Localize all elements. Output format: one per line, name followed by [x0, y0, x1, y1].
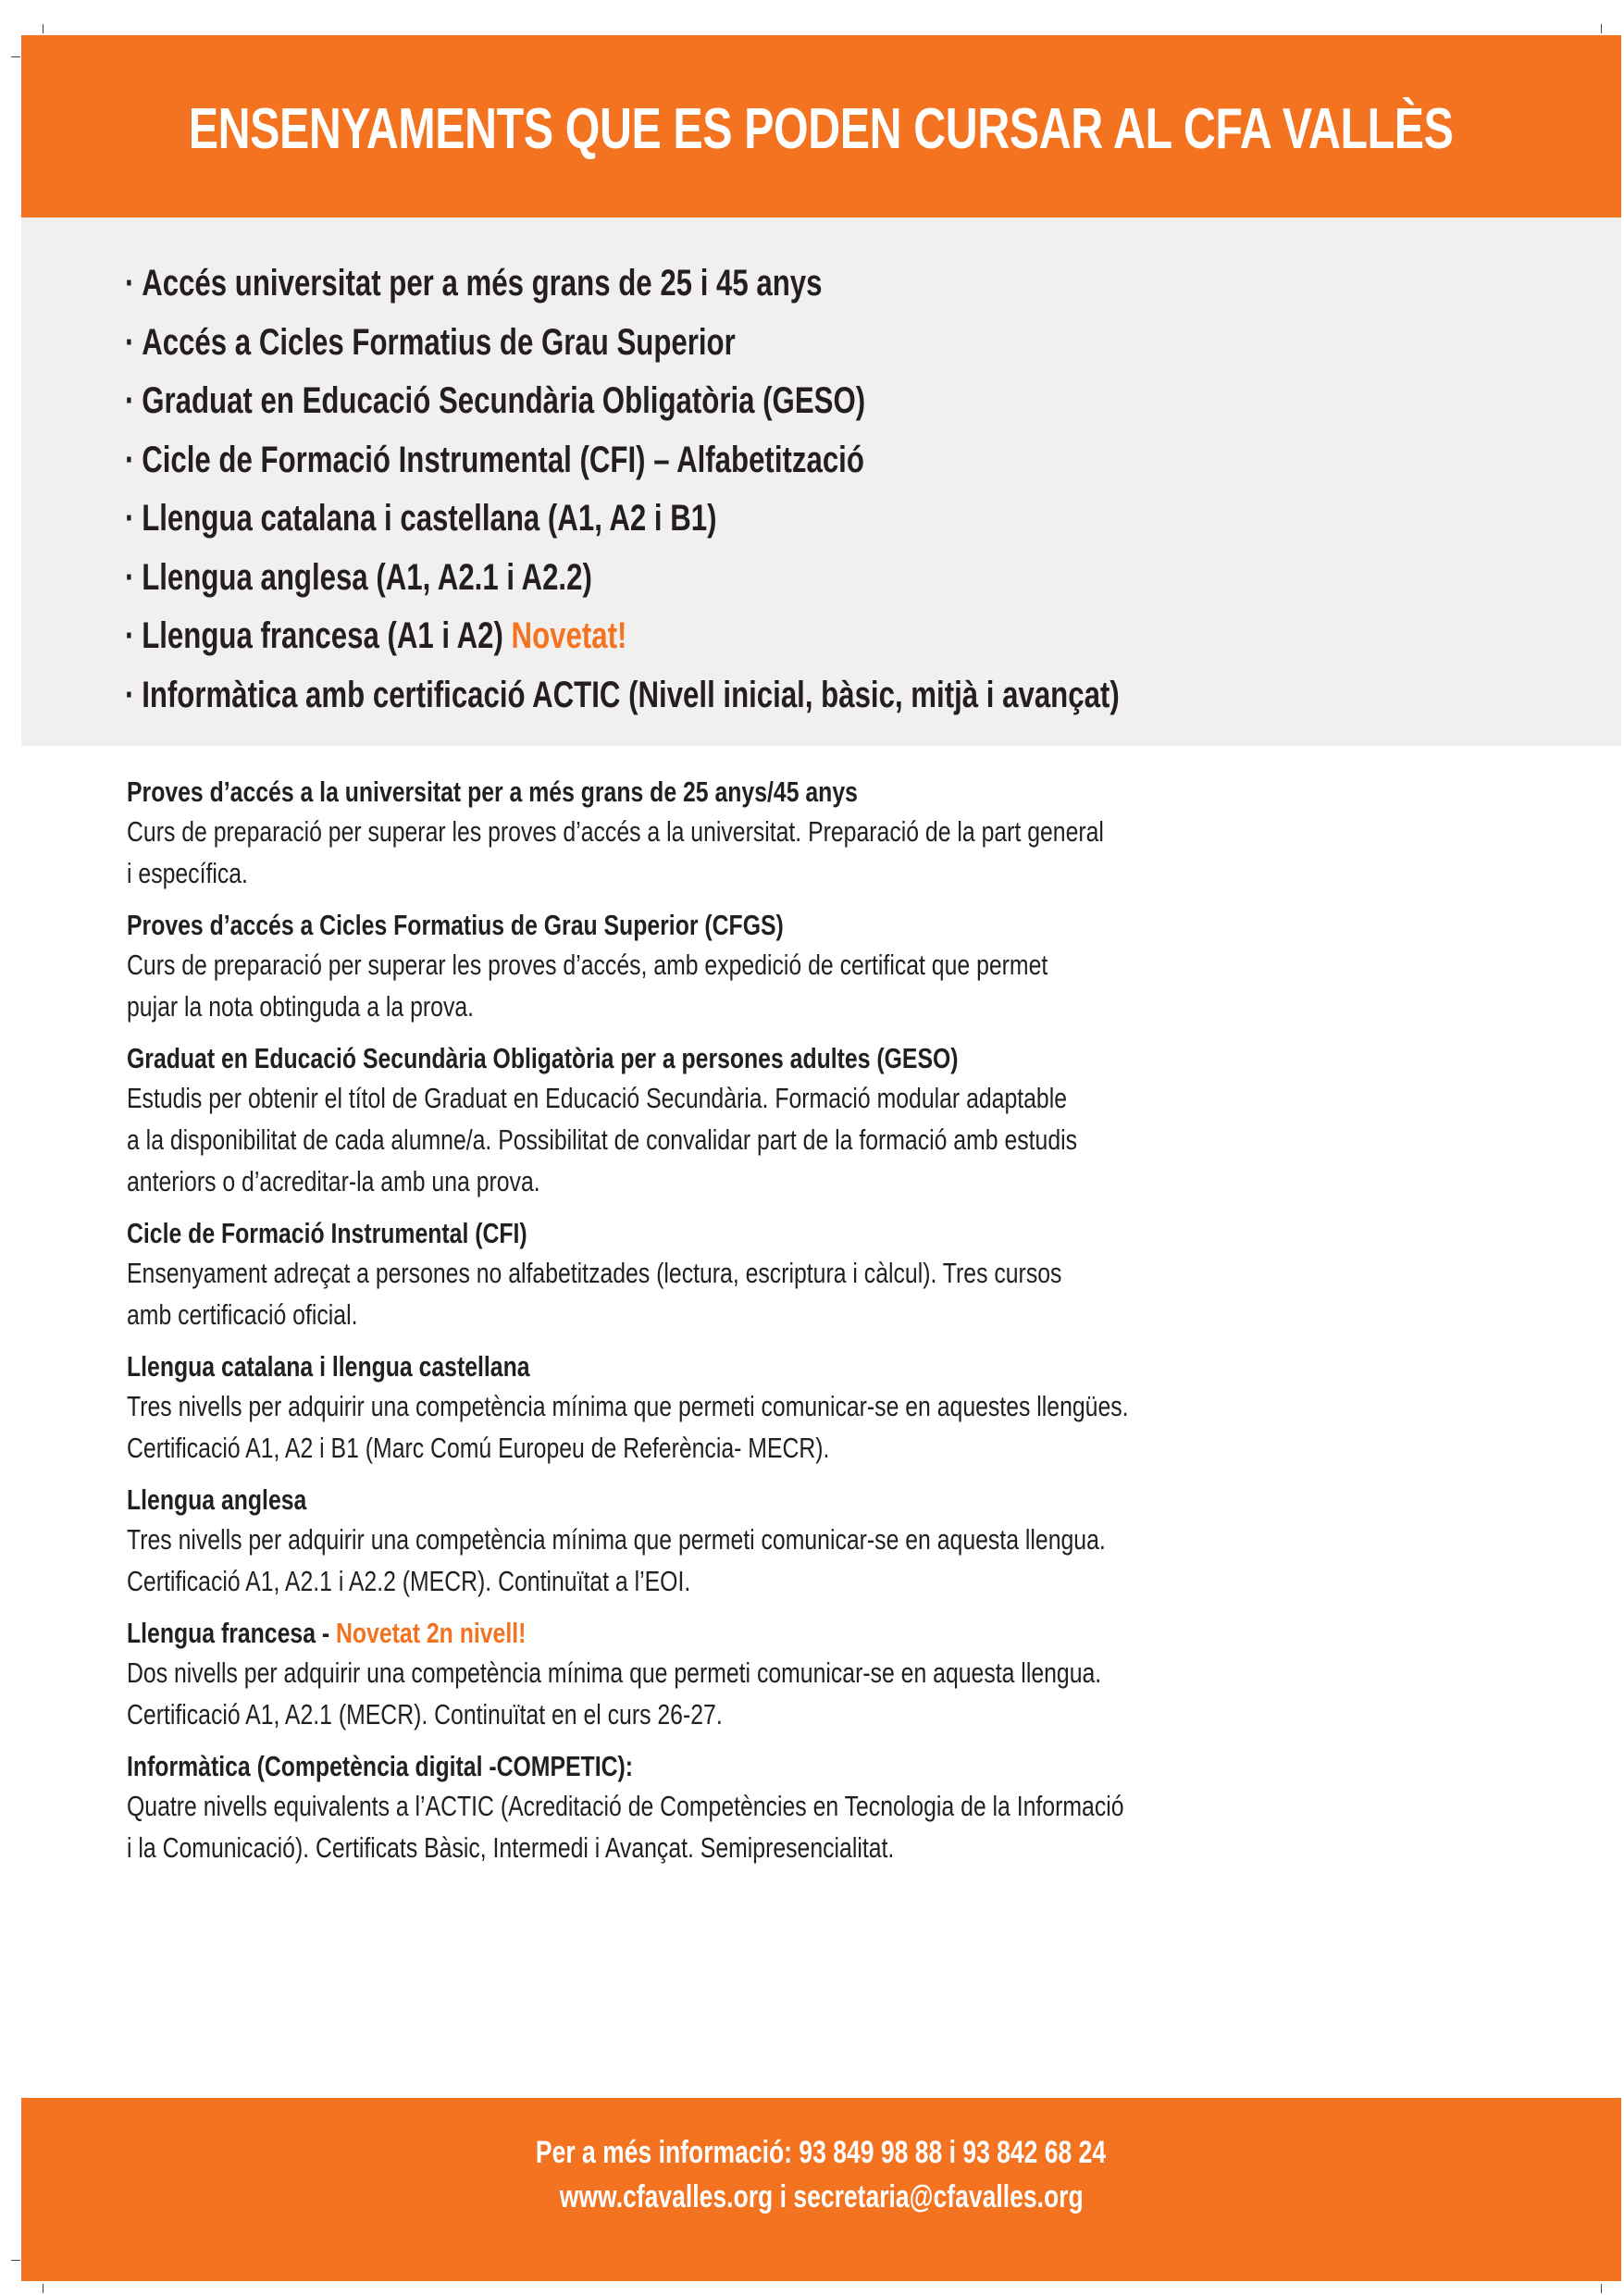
bullet-icon: ·	[125, 556, 135, 598]
section-title	[127, 1040, 1237, 1077]
crop-mark-left-bottom	[11, 2260, 20, 2261]
section-geso	[127, 1040, 1515, 1202]
page-title: ENSENYAMENTS QUE ES PODEN CURSAR AL CFA VALLÈS	[189, 97, 1454, 161]
section-catalan-spanish	[127, 1348, 1515, 1469]
description-line: Certificació A1, A2.1 (MECR). Continuïtat en el curs 26-27.	[127, 1698, 723, 1731]
description-line: Curs de preparació per superar les proves d’accés a la universitat. Preparació de la part general	[127, 815, 1104, 848]
crop-mark-bottom-right	[1601, 2284, 1602, 2293]
list-item	[125, 431, 1120, 490]
description-line: i específica.	[127, 857, 248, 889]
section-description	[127, 1252, 1515, 1335]
section-cfi	[127, 1215, 1515, 1335]
list-item	[125, 372, 1120, 431]
description-line: Dos nivells per adquirir una competència mínima que permeti comunicar-se en aquesta llengua.	[127, 1656, 1102, 1689]
bullet-icon: ·	[125, 674, 135, 715]
list-item-text: Graduat en Educació Secundària Obligatòria (GESO)	[142, 380, 866, 421]
section-title-text: Llengua catalana i llengua castellana	[127, 1350, 530, 1383]
list-item	[125, 607, 1120, 666]
section-title	[127, 1482, 1237, 1519]
description-line: a la disponibilitat de cada alumne/a. Possibilitat de convalidar part de la formació amb estudis	[127, 1123, 1078, 1156]
description-line: Estudis per obtenir el títol de Graduat en Educació Secundària. Formació modular adaptable	[127, 1082, 1068, 1114]
section-french	[127, 1615, 1515, 1735]
list-item	[125, 666, 1120, 726]
section-english	[127, 1482, 1515, 1602]
description-line: Quatre nivells equivalents a l’ACTIC (Acreditació de Competències en Tecnologia de la Informació	[127, 1790, 1124, 1822]
section-title	[127, 1348, 1237, 1385]
description-line: Tres nivells per adquirir una competència mínima que permeti comunicar-se en aquestes llengües.	[127, 1390, 1129, 1422]
section-description	[127, 1652, 1515, 1735]
bullet-icon: ·	[125, 498, 135, 539]
bullet-icon: ·	[125, 263, 135, 304]
section-description	[127, 944, 1515, 1027]
section-title-text: Llengua anglesa	[127, 1483, 307, 1516]
list-item-text: Llengua anglesa (A1, A2.1 i A2.2)	[142, 556, 592, 598]
list-item-text: Cicle de Formació Instrumental (CFI) – Alfabetització	[142, 439, 864, 480]
contact-web-email: www.cfavalles.org i secretaria@cfavalles.org	[559, 2179, 1084, 2214]
list-item	[125, 549, 1120, 608]
contact-phones: Per a més informació: 93 849 98 88 i 93 842 68 24	[536, 2135, 1107, 2170]
section-title	[127, 907, 1237, 944]
section-title-text: Llengua francesa -	[127, 1617, 337, 1649]
list-item-text: Accés universitat per a més grans de 25 i 45 anys	[142, 263, 823, 304]
section-title-text: Proves d’accés a la universitat per a més grans de 25 anys/45 anys	[127, 775, 858, 808]
description-line: Curs de preparació per superar les proves d’accés, amb expedició de certificat que permet	[127, 949, 1048, 981]
description-line: anteriors o d’acreditar-la amb una prova.	[127, 1165, 540, 1197]
bullet-icon: ·	[125, 615, 135, 656]
contact-footer	[21, 2098, 1621, 2281]
description-line: Certificació A1, A2.1 i A2.2 (MECR). Continuïtat a l’EOI.	[127, 1565, 691, 1597]
section-description	[127, 1519, 1515, 1602]
description-line: amb certificació oficial.	[127, 1298, 358, 1331]
section-cfgs-access	[127, 907, 1515, 1027]
courses-summary	[21, 217, 1621, 746]
section-title-text: Informàtica (Competència digital -COMPETIC):	[127, 1750, 634, 1782]
description-line: pujar la nota obtinguda a la prova.	[127, 990, 475, 1023]
list-item-text: Llengua francesa (A1 i A2)	[142, 615, 512, 656]
section-title-text: Graduat en Educació Secundària Obligatòria per a persones adultes (GESO)	[127, 1042, 959, 1074]
section-title	[127, 1615, 1237, 1652]
bullet-icon: ·	[125, 321, 135, 363]
description-line: i la Comunicació). Certificats Bàsic, Intermedi i Avançat. Semipresencialitat.	[127, 1831, 895, 1864]
section-title-text: Proves d’accés a Cicles Formatius de Grau Superior (CFGS)	[127, 909, 784, 941]
list-item	[125, 314, 1120, 373]
new-level-badge: Novetat 2n nivell!	[336, 1617, 527, 1649]
section-description	[127, 1385, 1515, 1469]
section-it-competic	[127, 1748, 1515, 1868]
section-title	[127, 774, 1237, 811]
section-title-text: Cicle de Formació Instrumental (CFI)	[127, 1217, 527, 1249]
bullet-icon: ·	[125, 439, 135, 480]
new-badge: Novetat!	[511, 615, 627, 656]
list-item	[125, 490, 1120, 549]
description-line: Ensenyament adreçat a persones no alfabetitzades (lectura, escriptura i càlcul). Tres cursos	[127, 1257, 1062, 1289]
description-line: Tres nivells per adquirir una competència mínima que permeti comunicar-se en aquesta llengua.	[127, 1523, 1106, 1556]
crop-mark-left-top	[11, 56, 20, 57]
section-description	[127, 1077, 1515, 1202]
section-description	[127, 1785, 1515, 1868]
section-title	[127, 1215, 1237, 1252]
course-details	[127, 774, 1515, 1868]
crop-mark-top-right	[1601, 24, 1602, 33]
header-banner	[21, 35, 1621, 217]
courses-list	[125, 254, 1400, 725]
section-university-access	[127, 774, 1515, 894]
bullet-icon: ·	[125, 380, 135, 421]
section-title	[127, 1748, 1237, 1785]
list-item-text: Accés a Cicles Formatius de Grau Superior	[142, 321, 736, 363]
list-item-text: Llengua catalana i castellana (A1, A2 i B1)	[142, 498, 717, 539]
list-item	[125, 254, 1120, 314]
list-item-text: Informàtica amb certificació ACTIC (Nivell inicial, bàsic, mitjà i avançat)	[142, 674, 1120, 715]
section-description	[127, 811, 1515, 894]
description-line: Certificació A1, A2 i B1 (Marc Comú Europeu de Referència- MECR).	[127, 1432, 830, 1464]
